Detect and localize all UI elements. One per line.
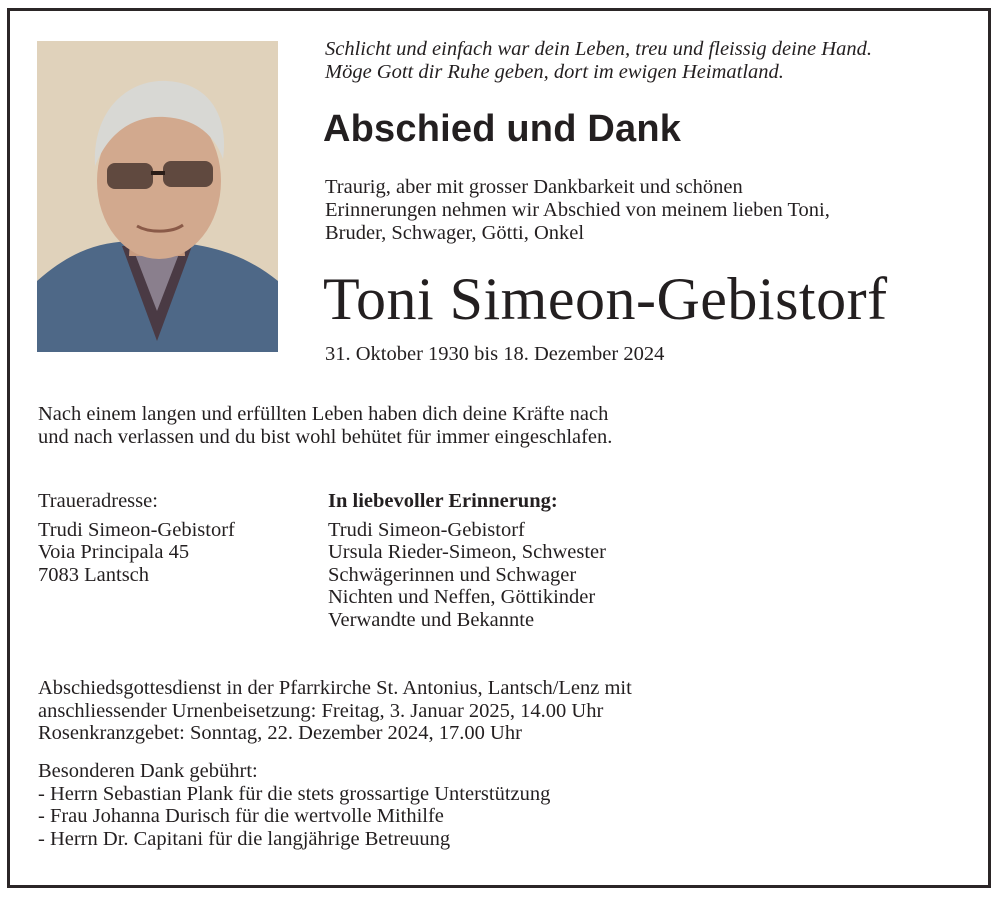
memory-line: Trudi Simeon-Gebistorf bbox=[328, 518, 525, 541]
thanks-section bbox=[38, 760, 550, 850]
address-line: Voia Principala 45 bbox=[38, 541, 190, 563]
address-line: 7083 Lantsch bbox=[38, 563, 150, 586]
passing-text bbox=[38, 403, 612, 448]
intro-text bbox=[325, 176, 830, 245]
service-line: Rosenkranzgebet: Sonntag, 22. Dezember 2024, 17.00 Uhr bbox=[38, 722, 522, 744]
memory-line: Nichten und Neffen, Göttikinder bbox=[328, 586, 596, 608]
intro-line: Erinnerungen nehmen wir Abschied von meinem lieben Toni, bbox=[325, 199, 830, 221]
life-dates: 31. Oktober 1930 bis 18. Dezember 2024 bbox=[325, 343, 665, 365]
mourning-address bbox=[38, 490, 235, 586]
portrait-photo bbox=[37, 41, 278, 352]
poem-line: Möge Gott dir Ruhe geben, dort im ewigen Heimatland. bbox=[325, 61, 784, 83]
intro-line: Traurig, aber mit grosser Dankbarkeit und schönen bbox=[325, 176, 743, 198]
thanks-line: - Herrn Dr. Capitani für die langjährige Betreuung bbox=[38, 827, 451, 850]
memory-list bbox=[328, 490, 606, 631]
service-info bbox=[38, 677, 632, 745]
passing-line: Nach einem langen und erfüllten Leben haben dich deine Kräfte nach bbox=[38, 403, 609, 425]
memory-line: Ursula Rieder-Simeon, Schwester bbox=[328, 541, 606, 563]
address-label: Traueradresse: bbox=[38, 490, 158, 512]
service-line: anschliessender Urnenbeisetzung: Freitag, 3. Januar 2025, 14.00 Uhr bbox=[38, 699, 604, 722]
thanks-line: - Herrn Sebastian Plank für die stets grossartige Unterstützung bbox=[38, 782, 551, 805]
deceased-name: Toni Simeon-Gebistorf bbox=[323, 266, 888, 332]
poem bbox=[325, 38, 872, 84]
thanks-line: - Frau Johanna Durisch für die wertvolle Mithilfe bbox=[38, 805, 444, 827]
passing-line: und nach verlassen und du bist wohl behütet für immer eingeschlafen. bbox=[38, 425, 613, 448]
address-line: Trudi Simeon-Gebistorf bbox=[38, 518, 235, 541]
service-line: Abschiedsgottesdienst in der Pfarrkirche St. Antonius, Lantsch/Lenz mit bbox=[38, 677, 632, 699]
intro-line: Bruder, Schwager, Götti, Onkel bbox=[325, 222, 585, 244]
poem-line: Schlicht und einfach war dein Leben, treu und fleissig deine Hand. bbox=[325, 38, 872, 60]
memory-heading: In liebevoller Erinnerung: bbox=[328, 490, 558, 512]
memory-line: Verwandte und Bekannte bbox=[328, 608, 535, 631]
headline: Abschied und Dank bbox=[323, 108, 682, 150]
thanks-heading: Besonderen Dank gebührt: bbox=[38, 760, 258, 782]
memory-line: Schwägerinnen und Schwager bbox=[328, 563, 577, 586]
